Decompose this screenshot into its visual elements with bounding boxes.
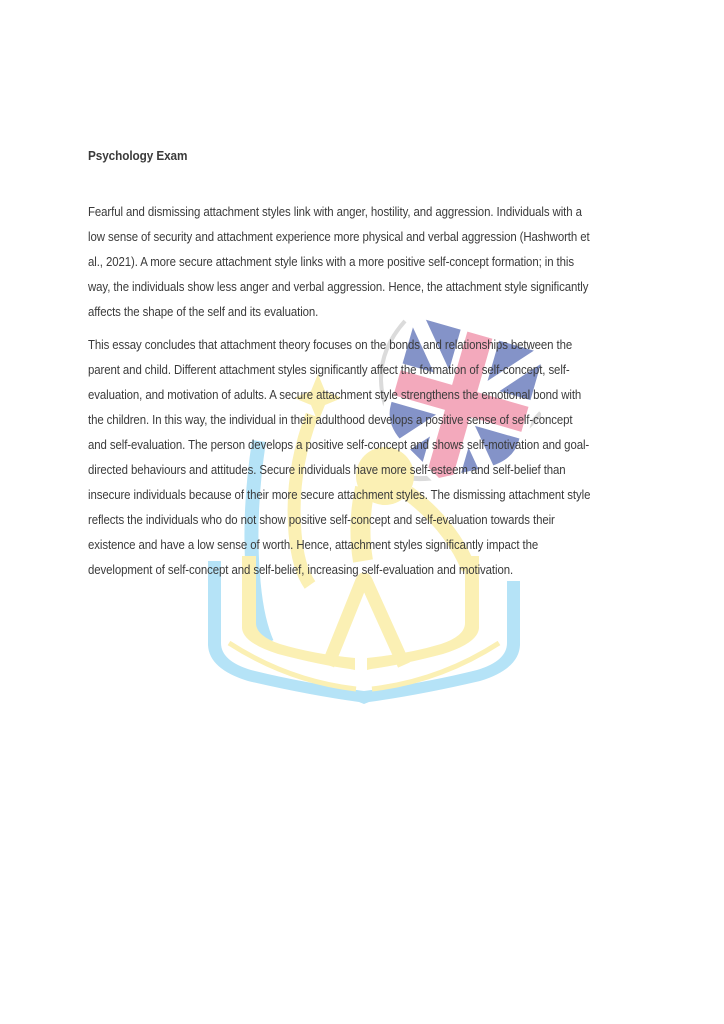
- text-line: al., 2021). A more secure attachment style links with a more positive self-concept formation; in this: [88, 255, 574, 269]
- text-line: way, the individuals show less anger and verbal aggression. Hence, the attachment style significantly: [88, 280, 589, 294]
- text-line: development of self-concept and self-belief, increasing self-evaluation and motivation.: [88, 563, 514, 577]
- paragraph-2: [88, 333, 664, 583]
- text-line: insecure individuals because of their more secure attachment styles. The dismissing attachment style: [88, 488, 591, 502]
- text-line: the children. In this way, the individual in their adulthood develops a positive sense of self-concept: [88, 413, 573, 427]
- text-line: evaluation, and motivation of adults. A secure attachment style strengthens the emotional bond with: [88, 388, 582, 402]
- text-line: reflects the individuals who do not show positive self-concept and self-evaluation towards their: [88, 513, 555, 527]
- text-line: affects the shape of the self and its evaluation.: [88, 305, 319, 319]
- document-title: Psychology Exam: [88, 148, 188, 163]
- text-line: existence and have a low sense of worth. Hence, attachment styles significantly impact the: [88, 538, 539, 552]
- text-line: directed behaviours and attitudes. Secure individuals have more self-esteem and self-belief than: [88, 463, 566, 477]
- text-line: and self-evaluation. The person develops a positive self-concept and shows self-motivation and goal-: [88, 438, 590, 452]
- paragraph-1: [88, 200, 664, 325]
- text-line: This essay concludes that attachment theory focuses on the bonds and relationships between the: [88, 338, 573, 352]
- text-line: Fearful and dismissing attachment styles link with anger, hostility, and aggression. Individuals with a: [88, 205, 582, 219]
- text-line: parent and child. Different attachment styles significantly affect the formation of self-concept, self-: [88, 363, 570, 377]
- text-line: low sense of security and attachment experience more physical and verbal aggression (Hashworth et: [88, 230, 590, 244]
